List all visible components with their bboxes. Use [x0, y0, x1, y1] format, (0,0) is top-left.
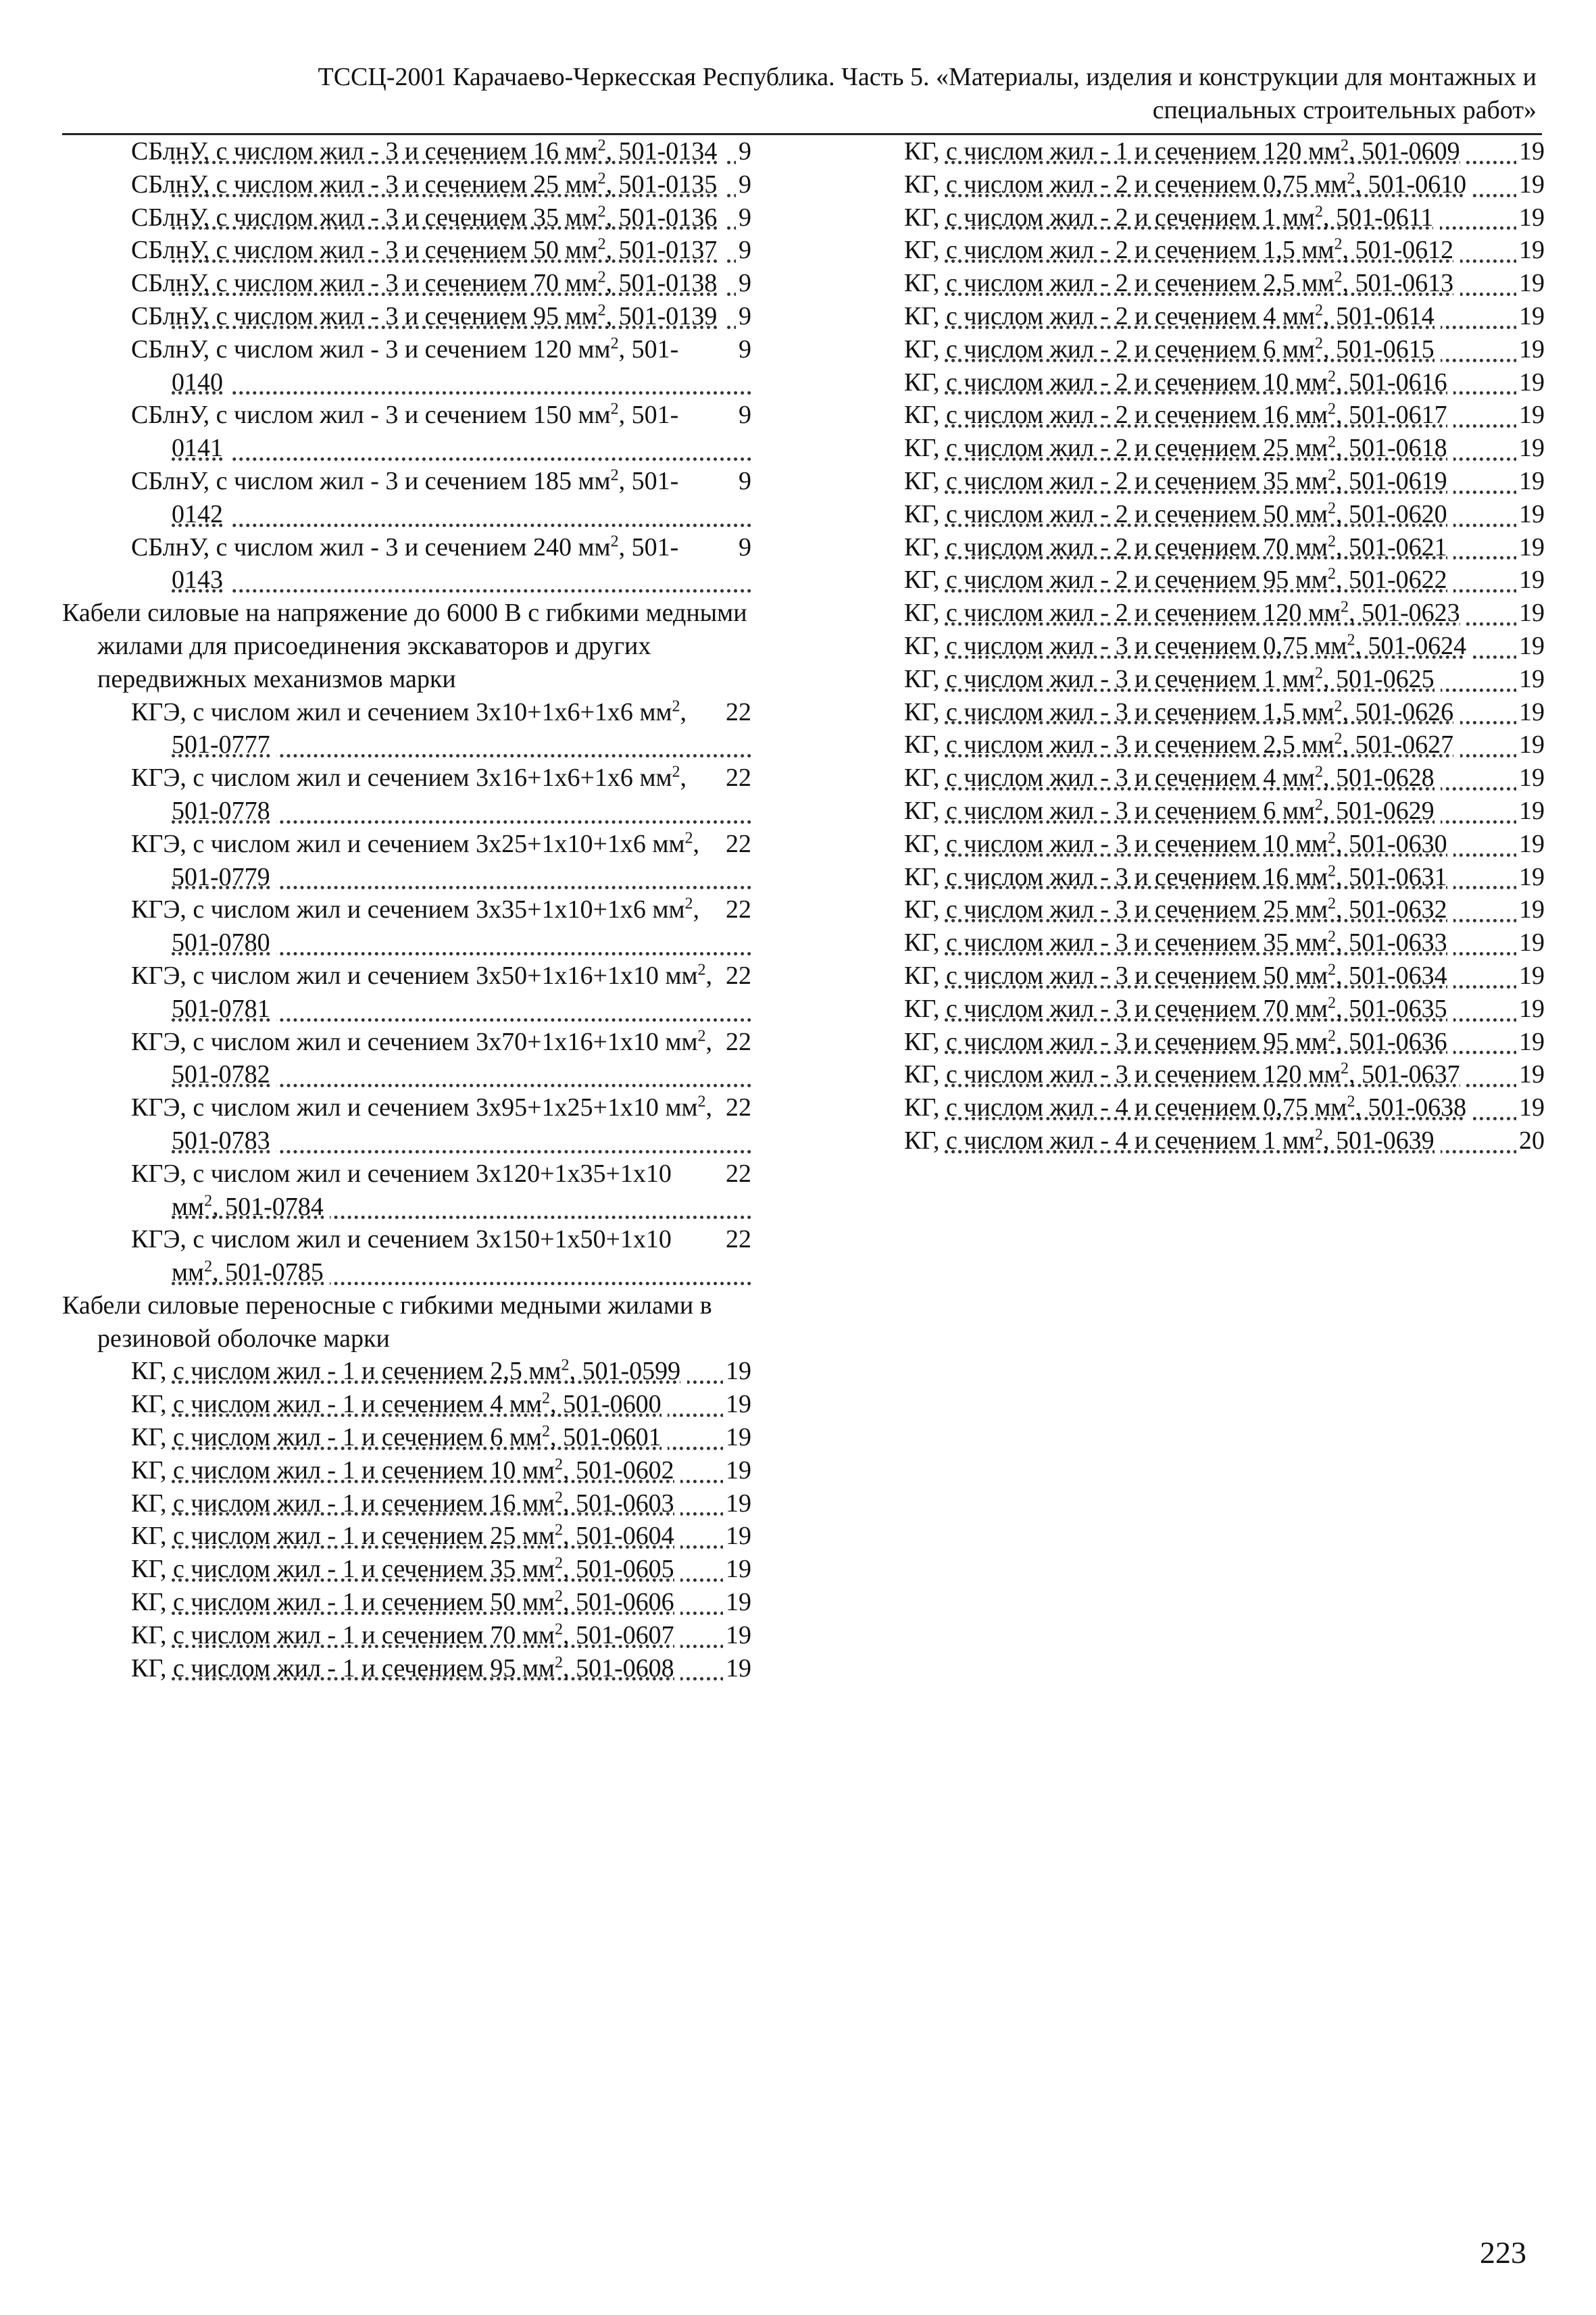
running-header	[62, 61, 1537, 127]
entry-text: КГ, с числом жил - 3 и сечением 70 $мм^2$, 501-0635	[904, 995, 1453, 1023]
index-entry	[62, 1586, 751, 1619]
entry-page-number: 9	[736, 267, 751, 300]
entry-page-number: 19	[723, 1355, 751, 1388]
index-entry	[903, 795, 1545, 828]
entry-text: КГ, с числом жил - 1 и сечением 95 $мм^2$, 501-0608	[131, 1654, 680, 1683]
entry-text: КГ, с числом жил - 3 и сечением 35 $мм^2$, 501-0633	[904, 928, 1453, 957]
entry-page-number: 19	[1516, 135, 1545, 168]
index-entry	[62, 399, 751, 465]
index-entry	[903, 1026, 1545, 1059]
index-entry	[903, 399, 1545, 432]
entry-text: КГЭ, с числом жил и сечением 3х50+1х16+1х10 $мм^2$, 501-0781	[131, 961, 713, 1023]
entry-page-number: 9	[736, 201, 751, 234]
entry-page-number: 19	[1516, 828, 1545, 861]
entry-page-number: 19	[1516, 1026, 1545, 1059]
index-entry	[903, 960, 1545, 993]
entry-page-number: 22	[723, 1223, 751, 1256]
entry-text: КГ, с числом жил - 2 и сечением 16 $мм^2$, 501-0617	[904, 401, 1453, 429]
entry-page-number: 22	[723, 1158, 751, 1191]
entry-page-number: 22	[723, 762, 751, 795]
index-entry	[903, 1124, 1545, 1158]
index-entry	[62, 201, 751, 234]
entry-page-number: 19	[1516, 201, 1545, 234]
entry-page-number: 19	[1516, 696, 1545, 729]
entry-page-number: 19	[723, 1553, 751, 1586]
entry-text: КГ, с числом жил - 2 и сечением 70 $мм^2$, 501-0621	[904, 533, 1453, 562]
entry-page-number: 22	[723, 696, 751, 729]
index-entry	[62, 1091, 751, 1158]
entry-text: КГ, с числом жил - 1 и сечением 120 $мм^2$, 501-0609	[904, 137, 1466, 166]
entry-page-number: 9	[736, 168, 751, 201]
entry-page-number: 19	[1516, 168, 1545, 201]
entry-text: КГЭ, с числом жил и сечением 3х70+1х16+1х10 $мм^2$, 501-0782	[131, 1026, 713, 1089]
entry-page-number: 19	[1516, 795, 1545, 828]
entry-page-number: 19	[1516, 861, 1545, 894]
index-entry	[903, 135, 1545, 168]
index-entry	[903, 696, 1545, 729]
entry-page-number: 9	[736, 465, 751, 498]
index-entry	[62, 1520, 751, 1553]
entry-page-number: 19	[723, 1421, 751, 1454]
index-entry	[903, 597, 1545, 630]
entry-page-number: 19	[1516, 993, 1545, 1026]
index-entry	[62, 1223, 751, 1289]
entry-text: КГ, с числом жил - 2 и сечением 25 $мм^2$, 501-0618	[904, 434, 1453, 462]
entry-page-number: 22	[723, 1091, 751, 1124]
index-entry	[62, 1619, 751, 1652]
index-entry	[903, 432, 1545, 465]
index-entry	[903, 234, 1545, 267]
entry-text: КГЭ, с числом жил и сечением 3х25+1х10+1х6 $мм^2$, 501-0779	[131, 829, 700, 891]
entry-text: КГ, с числом жил - 3 и сечением 6 $мм^2$, 501-0629	[904, 797, 1441, 825]
entry-text: КГ, с числом жил - 3 и сечением 50 $мм^2$, 501-0634	[904, 962, 1453, 990]
entry-page-number: 19	[1516, 432, 1545, 465]
entry-page-number: 19	[723, 1586, 751, 1619]
index-entry	[903, 333, 1545, 366]
entry-text: КГ, с числом жил - 4 и сечением 0,75 $мм^2$, 501-0638	[904, 1093, 1473, 1122]
entry-text: КГЭ, с числом жил и сечением 3х16+1х6+1х6 $мм^2$, 501-0778	[131, 763, 687, 825]
entry-page-number: 19	[1516, 498, 1545, 531]
entry-page-number: 19	[723, 1487, 751, 1520]
entry-page-number: 19	[1516, 630, 1545, 663]
entry-text: КГ, с числом жил - 2 и сечением 6 $мм^2$, 501-0615	[904, 335, 1441, 364]
index-entry	[62, 1553, 751, 1586]
index-entry	[903, 1058, 1545, 1091]
index-entry	[903, 993, 1545, 1026]
entry-text: КГ, с числом жил - 1 и сечением 4 $мм^2$, 501-0600	[131, 1390, 668, 1418]
entry-text: КГ, с числом жил - 2 и сечением 95 $мм^2$, 501-0622	[904, 566, 1453, 594]
index-entry	[903, 531, 1545, 564]
entry-page-number: 9	[736, 333, 751, 366]
entry-page-number: 19	[1516, 960, 1545, 993]
index-entry	[903, 893, 1545, 926]
entry-text: КГЭ, с числом жил и сечением 3х150+1х50+1х10 $мм^2$, 501-0785	[131, 1225, 672, 1287]
entry-text: КГ, с числом жил - 1 и сечением 35 $мм^2$, 501-0605	[131, 1555, 680, 1583]
index-entry	[62, 1158, 751, 1224]
index-entry	[62, 333, 751, 399]
index-entry	[903, 762, 1545, 795]
entry-page-number: 19	[1516, 663, 1545, 696]
index-entry	[62, 1652, 751, 1685]
entry-text: КГ, с числом жил - 3 и сечением 10 $мм^2$, 501-0630	[904, 830, 1453, 858]
entry-text: СБлнУ, с числом жил - 3 и сечением 95 $мм^2$, 501-0139	[131, 302, 724, 330]
entry-page-number: 9	[736, 399, 751, 432]
entry-text: КГЭ, с числом жил и сечением 3х95+1х25+1х10 $мм^2$, 501-0783	[131, 1093, 713, 1155]
entry-text: КГ, с числом жил - 2 и сечением 4 $мм^2$, 501-0614	[904, 302, 1441, 330]
entry-text: КГЭ, с числом жил и сечением 3х10+1х6+1х6 $мм^2$, 501-0777	[131, 697, 687, 760]
entry-text: КГ, с числом жил - 1 и сечением 70 $мм^2$, 501-0607	[131, 1621, 680, 1649]
index-entry	[62, 1454, 751, 1487]
entry-text: КГ, с числом жил - 3 и сечением 1 $мм^2$, 501-0625	[904, 665, 1441, 693]
index-entry	[62, 1355, 751, 1388]
entry-page-number: 19	[723, 1520, 751, 1553]
entry-page-number: 19	[1516, 597, 1545, 630]
index-entry	[903, 300, 1545, 333]
entry-text: КГ, с числом жил - 1 и сечением 16 $мм^2$, 501-0603	[131, 1489, 680, 1518]
entry-text: КГ, с числом жил - 1 и сечением 25 $мм^2$, 501-0604	[131, 1522, 680, 1550]
entry-page-number: 9	[736, 300, 751, 333]
entry-text: СБлнУ, с числом жил - 3 и сечением 16 $мм^2$, 501-0134	[131, 137, 724, 166]
entry-page-number: 19	[1516, 366, 1545, 399]
page-number: 223	[1480, 2235, 1526, 2270]
index-entry	[62, 1421, 751, 1454]
dot-leader	[172, 391, 751, 395]
entry-page-number: 19	[1516, 333, 1545, 366]
entry-page-number: 22	[723, 1026, 751, 1059]
index-entry	[62, 531, 751, 597]
entry-page-number: 22	[723, 828, 751, 861]
entry-page-number: 19	[1516, 564, 1545, 597]
entry-page-number: 19	[1516, 465, 1545, 498]
index-entry	[903, 267, 1545, 300]
entry-text: КГ, с числом жил - 4 и сечением 1 $мм^2$, 501-0639	[904, 1126, 1441, 1155]
header-line-1: ТССЦ-2001 Карачаево-Черкесская Республика. Часть 5. «Материалы, изделия и конструкции для монтажных и	[318, 63, 1537, 91]
entry-text: КГ, с числом жил - 1 и сечением 10 $мм^2$, 501-0602	[131, 1456, 680, 1485]
entry-page-number: 19	[1516, 728, 1545, 762]
index-column-left	[62, 135, 751, 1685]
entry-page-number: 19	[1516, 300, 1545, 333]
entry-text: КГ, с числом жил - 3 и сечением 120 $мм^2$, 501-0637	[904, 1060, 1466, 1089]
entry-text: КГ, с числом жил - 1 и сечением 6 $мм^2$, 501-0601	[131, 1423, 668, 1451]
index-entry	[62, 267, 751, 300]
entry-text: КГ, с числом жил - 3 и сечением 2,5 $мм^2$, 501-0627	[904, 730, 1460, 759]
index-entry	[62, 1487, 751, 1520]
index-entry	[62, 828, 751, 894]
entry-page-number: 19	[723, 1652, 751, 1685]
index-section-heading	[62, 1289, 751, 1355]
entry-page-number: 19	[723, 1619, 751, 1652]
dot-leader	[172, 524, 751, 527]
entry-page-number: 19	[1516, 531, 1545, 564]
index-entry	[62, 960, 751, 1026]
entry-page-number: 9	[736, 531, 751, 564]
dot-leader	[172, 589, 751, 593]
entry-text: СБлнУ, с числом жил - 3 и сечением 150 $мм^2$, 501-0141	[131, 400, 679, 463]
entry-page-number: 20	[1516, 1124, 1545, 1158]
entry-text: КГ, с числом жил - 2 и сечением 120 $мм^2$, 501-0623	[904, 599, 1466, 627]
entry-text: СБлнУ, с числом жил - 3 и сечением 35 $мм^2$, 501-0136	[131, 203, 724, 232]
entry-page-number: 19	[723, 1388, 751, 1421]
entry-text: КГ, с числом жил - 3 и сечением 1,5 $мм^2$, 501-0626	[904, 698, 1460, 726]
index-entry	[62, 1026, 751, 1092]
entry-text: СБлнУ, с числом жил - 3 и сечением 25 $мм^2$, 501-0135	[131, 170, 724, 199]
index-entry	[62, 135, 751, 168]
entry-text: Кабели силовые на напряжение до 6000 В с гибкими медными жилами для присоединения экскаваторов и других передвижных механизмов марки	[62, 599, 747, 693]
entry-page-number: 9	[736, 135, 751, 168]
index-entry	[903, 926, 1545, 960]
index-entry	[62, 696, 751, 762]
entry-page-number: 19	[723, 1454, 751, 1487]
index-entry	[903, 828, 1545, 861]
index-entry	[903, 498, 1545, 531]
entry-text: КГ, с числом жил - 3 и сечением 16 $мм^2$, 501-0631	[904, 863, 1453, 891]
index-entry	[903, 366, 1545, 399]
index-entry	[62, 1388, 751, 1421]
index-entry	[62, 762, 751, 828]
entry-text: КГЭ, с числом жил и сечением 3х120+1х35+1х10 $мм^2$, 501-0784	[131, 1159, 672, 1221]
index-entry	[903, 630, 1545, 663]
index-entry	[903, 168, 1545, 201]
entry-text: КГ, с числом жил - 2 и сечением 1,5 $мм^2$, 501-0612	[904, 236, 1460, 264]
index-entry	[62, 465, 751, 531]
index-section-heading	[62, 597, 751, 695]
entry-text: СБлнУ, с числом жил - 3 и сечением 120 $мм^2$, 501-0140	[131, 334, 679, 397]
entry-text: КГ, с числом жил - 3 и сечением 0,75 $мм^2$, 501-0624	[904, 632, 1473, 660]
index-entry	[903, 465, 1545, 498]
entry-text: КГ, с числом жил - 2 и сечением 1 $мм^2$, 501-0611	[904, 203, 1440, 232]
entry-page-number: 19	[1516, 926, 1545, 960]
entry-text: КГ, с числом жил - 2 и сечением 2,5 $мм^2$, 501-0613	[904, 269, 1460, 297]
entry-text: КГ, с числом жил - 3 и сечением 95 $мм^2$, 501-0636	[904, 1028, 1453, 1056]
entry-page-number: 19	[1516, 762, 1545, 795]
entry-text: СБлнУ, с числом жил - 3 и сечением 70 $мм^2$, 501-0138	[131, 269, 724, 297]
entry-text: КГ, с числом жил - 3 и сечением 4 $мм^2$, 501-0628	[904, 764, 1441, 792]
entry-text: КГ, с числом жил - 2 и сечением 0,75 $мм^2$, 501-0610	[904, 170, 1473, 199]
entry-page-number: 22	[723, 960, 751, 993]
entry-page-number: 19	[1516, 893, 1545, 926]
header-line-2: специальных строительных работ»	[1152, 96, 1537, 124]
index-column-right	[903, 135, 1545, 1158]
index-entry	[62, 168, 751, 201]
index-entry	[903, 201, 1545, 234]
index-entry	[903, 861, 1545, 894]
entry-text: КГ, с числом жил - 1 и сечением 50 $мм^2$, 501-0606	[131, 1588, 680, 1616]
entry-page-number: 19	[1516, 267, 1545, 300]
entry-text: КГЭ, с числом жил и сечением 3х35+1х10+1х6 $мм^2$, 501-0780	[131, 895, 700, 957]
index-entry	[903, 1091, 1545, 1124]
index-entry	[903, 564, 1545, 597]
index-entry	[62, 234, 751, 267]
entry-text: КГ, с числом жил - 2 и сечением 10 $мм^2$, 501-0616	[904, 368, 1453, 397]
entry-text: СБлнУ, с числом жил - 3 и сечением 185 $мм^2$, 501-0142	[131, 466, 679, 528]
entry-page-number: 19	[1516, 1058, 1545, 1091]
entry-page-number: 19	[1516, 399, 1545, 432]
dot-leader	[172, 457, 751, 461]
entry-text: СБлнУ, с числом жил - 3 и сечением 240 $мм^2$, 501-0143	[131, 532, 679, 595]
index-entry	[903, 728, 1545, 762]
entry-text: КГ, с числом жил - 1 и сечением 2,5 $мм^2$, 501-0599	[131, 1357, 687, 1385]
entry-text: Кабели силовые переносные с гибкими медными жилами в резиновой оболочке марки	[62, 1291, 712, 1353]
index-entry	[903, 663, 1545, 696]
entry-page-number: 19	[1516, 1091, 1545, 1124]
entry-page-number: 22	[723, 893, 751, 926]
entry-text: СБлнУ, с числом жил - 3 и сечением 50 $мм^2$, 501-0137	[131, 236, 724, 264]
index-entry	[62, 300, 751, 333]
index-entry	[62, 893, 751, 960]
entry-text: КГ, с числом жил - 3 и сечением 25 $мм^2$, 501-0632	[904, 895, 1453, 924]
entry-text: КГ, с числом жил - 2 и сечением 50 $мм^2$, 501-0620	[904, 500, 1453, 528]
entry-text: КГ, с числом жил - 2 и сечением 35 $мм^2$, 501-0619	[904, 467, 1453, 495]
entry-page-number: 9	[736, 234, 751, 267]
entry-page-number: 19	[1516, 234, 1545, 267]
